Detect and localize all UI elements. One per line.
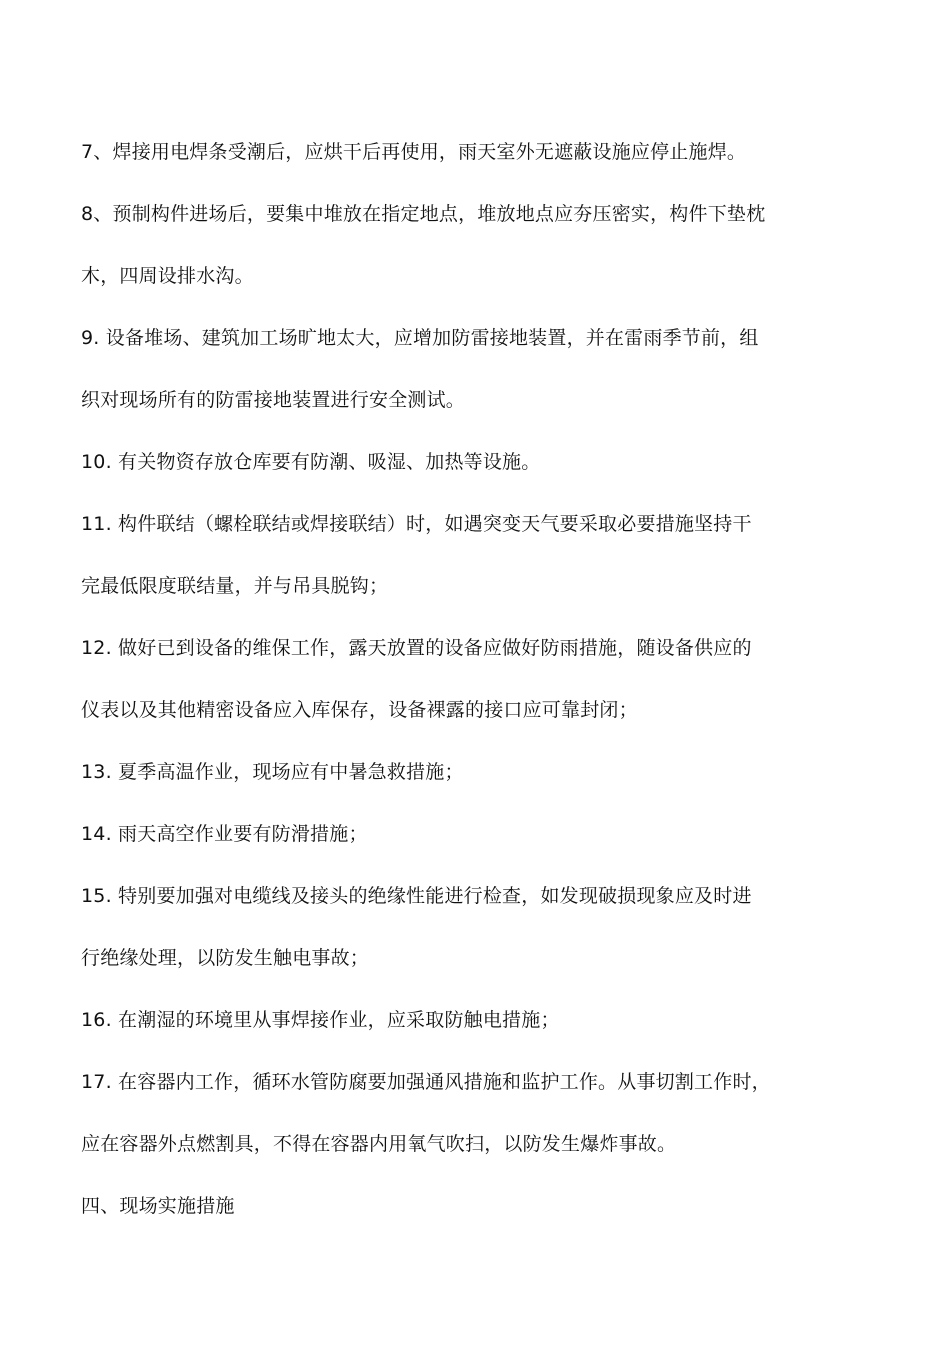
text-line: 14. 雨天高空作业要有防滑措施； [81,823,368,845]
text-line: 13. 夏季高温作业，现场应有中暑急救措施； [81,761,464,783]
text-line: 12. 做好已到设备的维保工作，露天放置的设备应做好防雨措施，随设备供应的 [81,637,752,659]
text-line: 16. 在潮湿的环境里从事焊接作业，应采取防触电措施； [81,1009,560,1031]
text-line: 木，四周设排水沟。 [81,265,254,287]
text-line: 织对现场所有的防雷接地装置进行安全测试。 [81,389,466,411]
text-line: 行绝缘处理，以防发生触电事故； [81,947,370,969]
text-line: 15. 特别要加强对电缆线及接头的绝缘性能进行检查，如发现破损现象应及时进 [81,885,752,907]
text-line: 完最低限度联结量，并与吊具脱钩； [81,575,389,597]
text-line: 17. 在容器内工作，循环水管防腐要加强通风措施和监护工作。从事切割工作时， [81,1071,771,1093]
text-line: 9. 设备堆场、建筑加工场旷地太大，应增加防雷接地装置，并在雷雨季节前，组 [81,327,759,349]
text-line: 11. 构件联结（螺栓联结或焊接联结）时，如遇突变天气要采取必要措施坚持干 [81,513,752,535]
section-heading: 四、现场实施措施 [81,1195,235,1217]
text-line: 仪表以及其他精密设备应入库保存，设备裸露的接口应可靠封闭； [81,699,638,721]
text-line: 8、预制构件进场后，要集中堆放在指定地点，堆放地点应夯压密实，构件下垫枕 [81,203,766,225]
text-line: 10. 有关物资存放仓库要有防潮、吸湿、加热等设施。 [81,451,541,473]
text-line: 7、焊接用电焊条受潮后，应烘干后再使用，雨天室外无遮蔽设施应停止施焊。 [81,141,747,163]
text-line: 应在容器外点燃割具，不得在容器内用氧气吹扫，以防发生爆炸事故。 [81,1133,677,1155]
document-body [81,121,831,1237]
